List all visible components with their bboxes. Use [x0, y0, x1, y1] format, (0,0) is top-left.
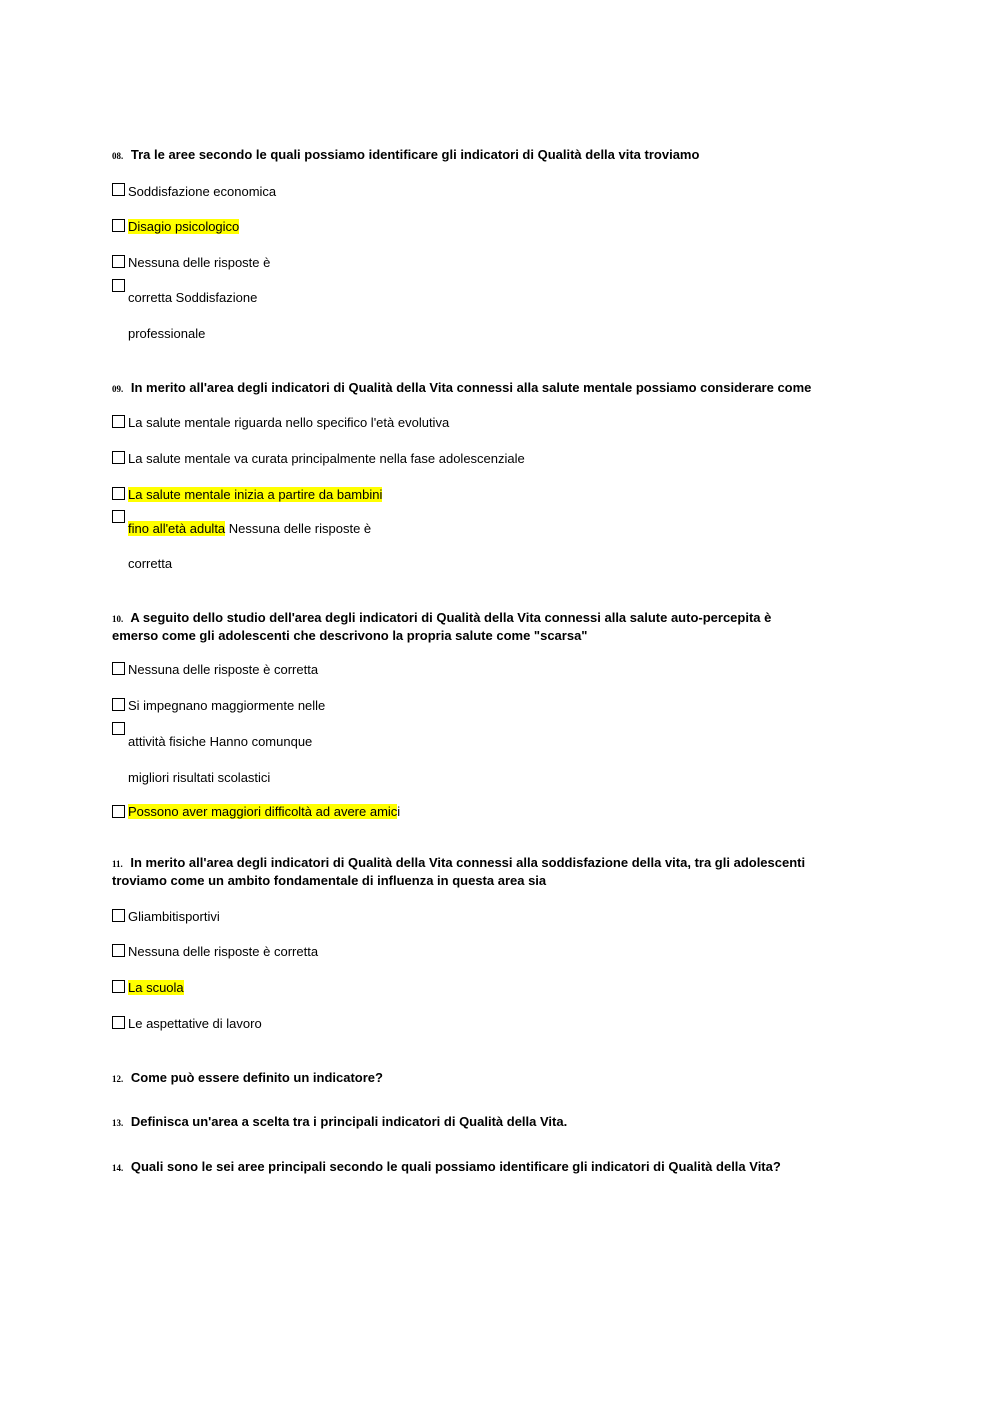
checkbox-q11-opt3[interactable]	[112, 980, 125, 993]
question-text-continued: emerso come gli adolescenti che descrivono la propria salute come "scarsa"	[112, 628, 588, 643]
checkbox-q11-opt1[interactable]	[112, 909, 125, 922]
highlight: Possono aver maggiori difficoltà ad avere amic	[128, 804, 398, 819]
answer-option: corretta Soddisfazione	[128, 290, 258, 305]
question-text: Come può essere definito un indicatore?	[130, 1070, 383, 1085]
question-09-heading	[112, 379, 811, 398]
answer-option: migliori risultati scolastici	[128, 770, 271, 785]
answer-option: Nessuna delle risposte è	[128, 255, 271, 270]
question-text: In merito all'area degli indicatori di Qualità della Vita connessi alla salute mentale possiamo considerare come	[130, 380, 812, 395]
answer-option: Si impegnano maggiormente nelle	[128, 698, 326, 713]
answer-option-highlighted	[128, 803, 400, 821]
question-number: 10.	[112, 614, 124, 624]
answer-option: attività fisiche Hanno comunque	[128, 734, 313, 749]
question-number: 09.	[112, 384, 124, 394]
question-11-heading	[112, 854, 805, 873]
answer-text: Nessuna delle risposte è	[225, 521, 372, 536]
question-text-continued: troviamo come un ambito fondamentale di influenza in questa area sia	[112, 873, 547, 888]
checkbox-q09-opt2[interactable]	[112, 451, 125, 464]
answer-option	[128, 520, 371, 538]
answer-option: Nessuna delle risposte è corretta	[128, 944, 319, 959]
checkbox-q09-opt1[interactable]	[112, 415, 125, 428]
question-text: A seguito dello studio dell'area degli indicatori di Qualità della Vita connessi alla salute auto-percepita è	[130, 610, 772, 625]
highlight: La salute mentale inizia a partire da bambini	[128, 487, 383, 502]
question-number: 08.	[112, 151, 124, 161]
question-text: Definisca un'area a scelta tra i principali indicatori di Qualità della Vita.	[130, 1114, 568, 1129]
question-number: 12.	[112, 1074, 124, 1084]
question-text: Tra le aree secondo le quali possiamo identificare gli indicatori di Qualità della vita troviamo	[130, 147, 700, 162]
question-08-heading	[112, 146, 699, 165]
question-text: Quali sono le sei aree principali secondo le quali possiamo identificare gli indicatori di Qualità della Vita?	[130, 1159, 781, 1174]
checkbox-q10-opt1[interactable]	[112, 662, 125, 675]
answer-option: Le aspettative di lavoro	[128, 1016, 262, 1031]
question-14-heading	[112, 1158, 781, 1177]
question-number: 11.	[112, 859, 123, 869]
answer-option-highlighted	[128, 486, 382, 504]
checkbox-q11-opt4[interactable]	[112, 1016, 125, 1029]
checkbox-q09-opt3[interactable]	[112, 487, 125, 500]
question-13-heading	[112, 1113, 567, 1132]
checkbox-q10-opt2[interactable]	[112, 698, 125, 711]
highlight: fino all'età adulta	[128, 521, 226, 536]
answer-text: i	[397, 804, 401, 819]
question-number: 13.	[112, 1118, 124, 1128]
answer-option: Gliambitisportivi	[128, 909, 220, 924]
question-number: 14.	[112, 1163, 124, 1173]
answer-option: La salute mentale riguarda nello specifico l'età evolutiva	[128, 415, 450, 430]
question-12-heading	[112, 1069, 383, 1088]
highlight: La scuola	[128, 980, 184, 995]
checkbox-q11-opt2[interactable]	[112, 944, 125, 957]
checkbox-q08-opt3[interactable]	[112, 255, 125, 268]
checkbox-q09-opt4[interactable]	[112, 510, 125, 523]
answer-option: Soddisfazione economica	[128, 184, 277, 199]
highlight: Disagio psicologico	[128, 219, 240, 234]
question-text: In merito all'area degli indicatori di Qualità della Vita connessi alla soddisfazione della vita, tra gli adolescenti	[130, 855, 806, 870]
question-10-heading	[112, 609, 771, 628]
answer-option: Nessuna delle risposte è corretta	[128, 662, 319, 677]
checkbox-q08-opt1[interactable]	[112, 183, 125, 196]
checkbox-q10-opt3[interactable]	[112, 722, 125, 735]
answer-option: corretta	[128, 556, 173, 571]
answer-option: professionale	[128, 326, 206, 341]
checkbox-q08-opt2[interactable]	[112, 219, 125, 232]
answer-option: La salute mentale va curata principalmente nella fase adolescenziale	[128, 451, 525, 466]
checkbox-q08-opt4[interactable]	[112, 279, 125, 292]
checkbox-q10-opt4[interactable]	[112, 805, 125, 818]
answer-option-highlighted	[128, 979, 184, 997]
answer-option-highlighted	[128, 218, 239, 236]
